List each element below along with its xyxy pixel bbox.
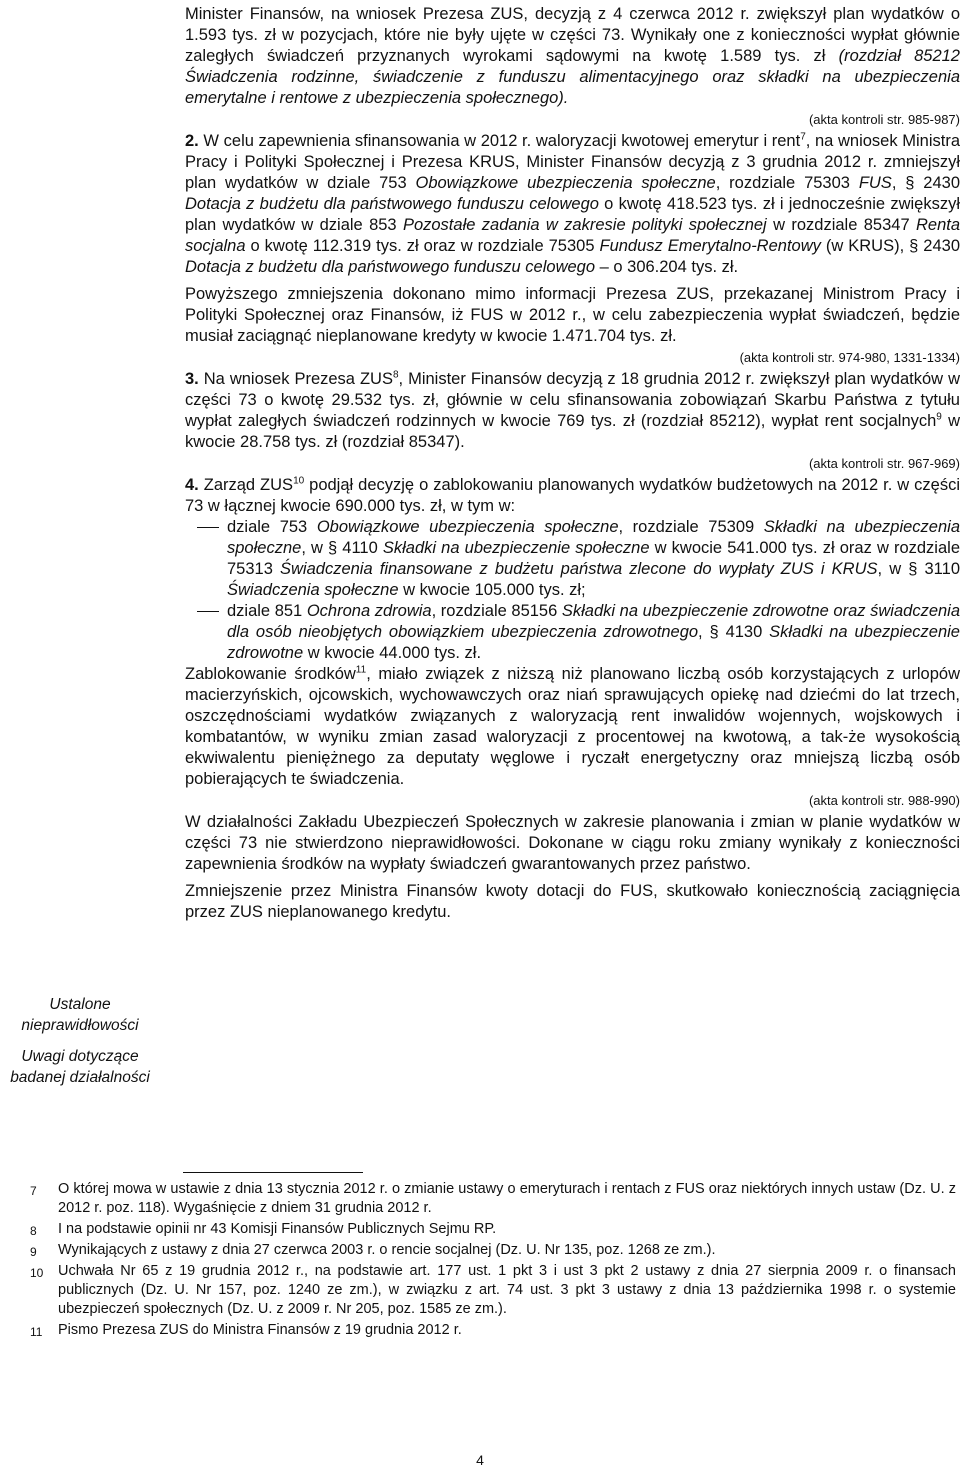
- remarks-paragraph: Zmniejszenie przez Ministra Finansów kwoty dotacji do FUS, skutkowało koniecznością zaciągnięcia przez ZUS nieplanowanego kredytu.: [185, 882, 960, 921]
- audit-reference: (akta kontroli str. 974-980, 1331-1334): [739, 350, 960, 365]
- point-4-paragraph: 4. Zarząd ZUS$^{10}$ podjął decyzję o zablokowaniu planowanych wydatków budżetowych na 2012 r. w części 73 w łącznej kwocie 690.000 tys. zł, w tym w:: [185, 475, 960, 515]
- sidebar-heading-findings: Ustalone nieprawidłowości: [21, 996, 139, 1034]
- dash-list-item: dziale 753 Obowiązkowe ubezpieczenia społeczne, rozdziale 75309 Składki na ubezpieczenia społeczne, w § 4110 Składki na ubezpieczenie społeczne w kwocie 541.000 tys. zł oraz w rozdziale 75313 Świadczenia finansowane z budżetu państwa zlecone do wypłaty ZUS i KRUS, w § 3110 Świadczenia społeczne w kwocie 105.000 tys. zł;: [185, 517, 960, 601]
- footnote-ref: 8: [392, 369, 399, 381]
- audit-reference: (akta kontroli str. 985-987): [808, 112, 960, 127]
- footnote: 11 Pismo Prezesa ZUS do Ministra Finansów z 19 grudnia 2012 r.: [30, 1322, 462, 1339]
- page-number: 4: [476, 1452, 484, 1468]
- footnotes: [0, 1180, 960, 1342]
- footnote: 9 Wynikających z ustawy z dnia 27 czerwca 2003 r. o rencie socjalnej (Dz. U. Nr 135, poz. 1268 ze zm.).: [30, 1242, 716, 1259]
- audit-reference: (akta kontroli str. 988-990): [808, 793, 960, 808]
- footnote-ref: 10: [293, 475, 305, 487]
- intro-paragraph: Minister Finansów, na wniosek Prezesa ZUS, decyzją z 4 czerwca 2012 r. zwiększył plan wydatków o 1.593 tys. zł w pozycjach, które nie były ujęte w części 73. Wynikały one z konieczności wypłat głównie zaległych świadczeń przyznanych wyrokami sądowymi na kwotę 1.589 tys. zł (rozdział 85212 Świadczenia rodzinne, świadczenie z funduszu alimentacyjnego oraz składki na ubezpieczenia emerytalne i rentowe z ubezpieczenia społecznego).: [185, 5, 960, 107]
- footnote-separator: [183, 1172, 363, 1173]
- dash-list-item: dziale 851 Ochrona zdrowia, rozdziale 85156 Składki na ubezpieczenie zdrowotne oraz świadczenia dla osób nieobjętych obowiązkiem ubezpieczenia zdrowotnego, § 4130 Składki na ubezpieczenie zdrowotne w kwocie 44.000 tys. zł.: [185, 601, 960, 664]
- dash-bullet: [197, 611, 219, 612]
- point-2-paragraph: 2. W celu zapewnienia sfinansowania w 2012 r. waloryzacji kwotowej emerytur i rent$^7$, na wniosek Ministra Pracy i Polityki Społecznej i Prezesa KRUS, Minister Finansów decyzją z 3 grudnia 2012 r. zmniejszył plan wydatków w dziale 753 Obowiązkowe ubezpieczenia społeczne, rozdziale 75303 FUS, § 2430 Dotacja z budżetu dla państwowego funduszu celowego o kwotę 418.523 tys. zł i jednocześnie zwiększył plan wydatków w dziale 853 Pozostałe zadania w zakresie polityki społecznej w rozdziale 85347 Renta socjalna o kwotę 112.319 tys. zł oraz w rozdziale 75305 Fundusz Emerytalno-Rentowy (w KRUS), § 2430 Dotacja z budżetu dla państwowego funduszu celowego – o 306.204 tys. zł.: [185, 131, 960, 276]
- footnote-ref: 11: [355, 664, 367, 676]
- footnote: 7 O której mowa w ustawie z dnia 13 stycznia 2012 r. o zmianie ustawy o emeryturach i rentach z FUS oraz niektórych innych ustaw (Dz. U. z 2012 r. poz. 118). Wygaśnięcie z dniem 31 grudnia 2012 r.: [30, 1181, 956, 1216]
- sidebar-heading-remarks: Uwagi dotyczące badanej działalności: [10, 1048, 150, 1086]
- point-3-paragraph: 3. Na wniosek Prezesa ZUS$^8$, Minister Finansów decyzją z 18 grudnia 2012 r. zwiększył plan wydatków w części 73 o kwotę 29.532 tys. zł, głównie w celu sfinansowania zobowiązań Skarbu Państwa z tytułu wypłat zaległych świadczeń rodzinnych w kwocie 769 tys. zł (rozdział 85212), wypłat rent socjalnych$^9$ w kwocie 28.758 tys. zł (rozdział 85347).: [185, 369, 960, 451]
- blocking-paragraph: Zablokowanie środków$^{11}$, miało związek z niższą niż planowano liczbą osób korzystających z urlopów macierzyńskich, ojcowskich, wychowawczych oraz niań sprawujących opiekę nad dziećmi do lat trzech, oszczędnościami wydatków związanych z waloryzacją rent inwalidów wojennych, wojskowych i kombatantów, w wyniku zmian zasad waloryzacji z procentowej na kwotową, a tak-że wysokością ekwiwalentu pieniężnego za deputaty węglowe i ryczałt energetyczny oraz mniejszą liczbą osób pobierających te świadczenia.: [185, 664, 960, 788]
- point-2-continuation: Powyższego zmniejszenia dokonano mimo informacji Prezesa ZUS, przekazanej Ministrom Pracy i Polityki Społecznej oraz Finansów, iż FUS w 2012 r., w celu zabezpieczenia wypłat świadczeń, będzie musiał zaciągnąć nieplanowane kredyty w kwocie 1.471.704 tys. zł.: [185, 285, 960, 345]
- main-text: [185, 4, 960, 923]
- footnote: 8 I na podstawie opinii nr 43 Komisji Finansów Publicznych Sejmu RP.: [30, 1221, 497, 1238]
- footnote: 10 Uchwała Nr 65 z 19 grudnia 2012 r., na podstawie art. 177 ust. 1 pkt 3 i ust 3 pkt 2 ustawy z dnia 27 sierpnia 2009 r. o finansach publicznych (Dz. U. Nr 157, poz. 1240 ze zm.), w związku z art. 74 ust. 3 pkt 3 ustawy z dnia 13 października 1998 r. o systemie ubezpieczeń społecznych (Dz. U. z 2009 r. Nr 205, poz. 1585 ze zm.).: [30, 1263, 956, 1317]
- audit-reference: (akta kontroli str. 967-969): [808, 456, 960, 471]
- findings-paragraph: W działalności Zakładu Ubezpieczeń Społecznych w zakresie planowania i zmian w planie wydatków w części 73 nie stwierdzono nieprawidłowości. Dokonane w ciągu roku zmiany wynikały z konieczności zapewnienia środków na wypłaty świadczeń gwarantowanych przez państwo.: [185, 813, 960, 873]
- footnote-ref: 9: [936, 411, 942, 423]
- footnote-ref: 7: [800, 131, 806, 143]
- dash-bullet: [197, 527, 219, 528]
